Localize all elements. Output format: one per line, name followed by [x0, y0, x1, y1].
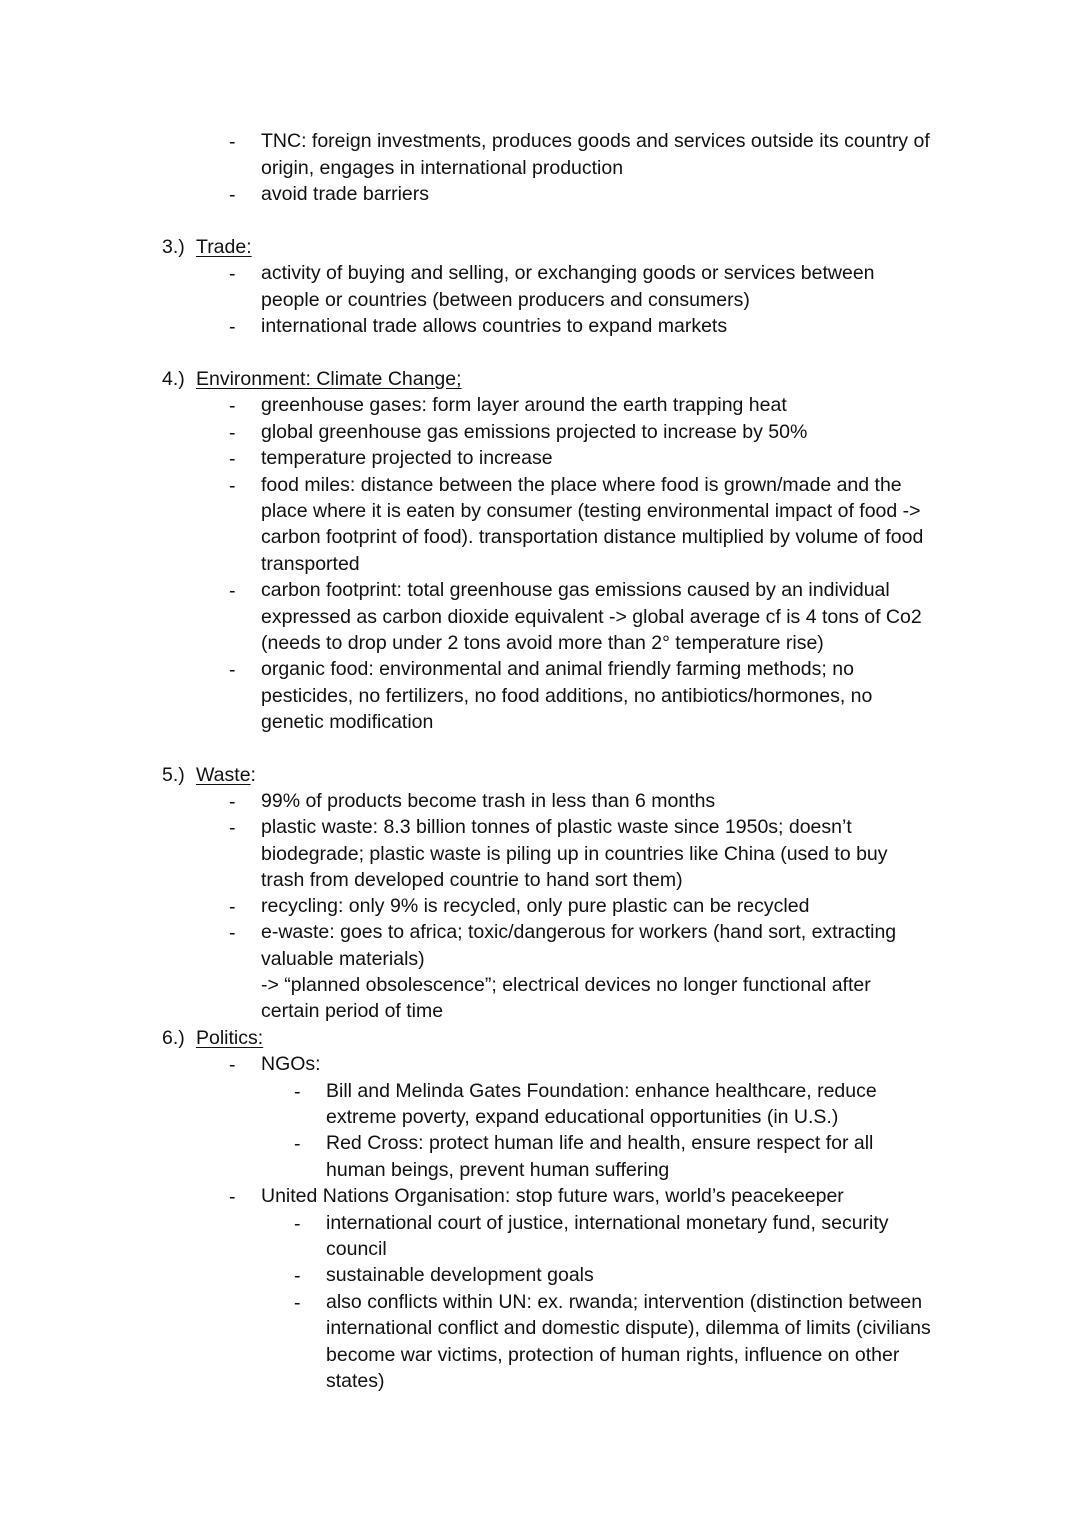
waste-bullet-2-line-3: trash from developed countrie to hand sort them) [261, 869, 683, 891]
un-sub-3-line-1: also conflicts within UN: ex. rwanda; intervention (distinction between [326, 1291, 923, 1313]
waste-bullet-4-line-1: e-waste: goes to africa; toxic/dangerous for workers (hand sort, extracting [261, 921, 897, 943]
un-sub-3-line-4: states) [326, 1370, 385, 1392]
waste-bullet-3: recycling: only 9% is recycled, only pure plastic can be recycled [261, 895, 810, 917]
env-bullet-5-line-2: expressed as carbon dioxide equivalent -> global average cf is 4 tons of Co2 [261, 606, 922, 628]
ngo-redcross-line-2: human beings, prevent human suffering [326, 1159, 670, 1181]
bullet-dash: - [229, 263, 236, 285]
env-bullet-4-line-2: place where it is eaten by consumer (testing environmental impact of food -> [261, 500, 921, 522]
un-sub-3-line-2: international conflict and domestic dispute), dilemma of limits (civilians [326, 1317, 931, 1339]
env-bullet-6-line-1: organic food: environmental and animal friendly farming methods; no [261, 658, 854, 680]
section-number-trade: 3.) [162, 236, 185, 258]
un-sub-3-line-3: become war victims, protection of human rights, influence on other [326, 1344, 900, 1366]
waste-bullet-1: 99% of products become trash in less than 6 months [261, 790, 716, 812]
env-bullet-6-line-2: pesticides, no fertilizers, no food additions, no antibiotics/hormones, no [261, 685, 873, 707]
env-bullet-4-line-3: carbon footprint of food). transportation distance multiplied by volume of food [261, 526, 924, 548]
section-heading-waste [196, 762, 256, 788]
bullet-dash: - [229, 448, 236, 470]
tnc-line-2: origin, engages in international production [261, 157, 624, 179]
sub-bullet-dash: - [294, 1081, 301, 1103]
sub-bullet-dash: - [294, 1265, 301, 1287]
section-heading-politics: Politics: [196, 1027, 264, 1049]
bullet-dash: - [229, 1186, 236, 1208]
bullet-dash: - [229, 791, 236, 813]
politics-ngos: NGOs: [261, 1053, 321, 1075]
section-number-waste: 5.) [162, 764, 185, 786]
sub-bullet-dash: - [294, 1213, 301, 1235]
tnc-line-1: TNC: foreign investments, produces goods and services outside its country of [261, 130, 930, 152]
section-heading-trade: Trade: [196, 236, 252, 258]
env-bullet-4-line-4: transported [261, 553, 360, 575]
trade-bullet-2: international trade allows countries to expand markets [261, 315, 728, 337]
bullet-dash: - [229, 395, 236, 417]
bullet-dash: - [229, 422, 236, 444]
bullet-dash: - [229, 922, 236, 944]
env-bullet-4-line-1: food miles: distance between the place where food is grown/made and the [261, 474, 902, 496]
env-bullet-6-line-3: genetic modification [261, 711, 434, 733]
un-sub-1-line-2: council [326, 1238, 387, 1260]
bullet-dash: - [229, 896, 236, 918]
ngo-gates-line-2: extreme poverty, expand educational opportunities (in U.S.) [326, 1106, 839, 1128]
bullet-dash: - [229, 131, 236, 153]
sub-bullet-dash: - [294, 1292, 301, 1314]
section-heading-waste-colon: : [250, 764, 256, 786]
trade-bullet-1-line-2: people or countries (between producers and consumers) [261, 289, 750, 311]
section-heading-waste-text: Waste [196, 764, 251, 786]
un-sub-2: sustainable development goals [326, 1264, 594, 1286]
env-bullet-1: greenhouse gases: form layer around the earth trapping heat [261, 394, 787, 416]
ngo-redcross-line-1: Red Cross: protect human life and health, ensure respect for all [326, 1132, 874, 1154]
waste-bullet-4-line-2: valuable materials) [261, 948, 425, 970]
env-bullet-5-line-1: carbon footprint: total greenhouse gas emissions caused by an individual [261, 579, 890, 601]
bullet-dash: - [229, 659, 236, 681]
section-number-politics: 6.) [162, 1027, 185, 1049]
waste-bullet-2-line-2: biodegrade; plastic waste is piling up in countries like China (used to buy [261, 843, 888, 865]
bullet-dash: - [229, 184, 236, 206]
bullet-dash: - [229, 580, 236, 602]
un-sub-1-line-1: international court of justice, international monetary fund, security [326, 1212, 889, 1234]
env-bullet-3: temperature projected to increase [261, 447, 553, 469]
bullet-dash: - [229, 475, 236, 497]
ngo-gates-line-1: Bill and Melinda Gates Foundation: enhance healthcare, reduce [326, 1080, 877, 1102]
politics-un: United Nations Organisation: stop future wars, world’s peacekeeper [261, 1185, 844, 1207]
env-bullet-5-line-3: (needs to drop under 2 tons avoid more than 2° temperature rise) [261, 632, 824, 654]
bullet-dash: - [229, 316, 236, 338]
waste-bullet-4-line-4: certain period of time [261, 1000, 444, 1022]
bullet-dash: - [229, 817, 236, 839]
bullet-dash: - [229, 1054, 236, 1076]
waste-bullet-4-line-3: -> “planned obsolescence”; electrical devices no longer functional after [261, 974, 871, 996]
waste-bullet-2-line-1: plastic waste: 8.3 billion tonnes of plastic waste since 1950s; doesn’t [261, 816, 852, 838]
tnc-avoid: avoid trade barriers [261, 183, 429, 205]
trade-bullet-1-line-1: activity of buying and selling, or exchanging goods or services between [261, 262, 875, 284]
sub-bullet-dash: - [294, 1133, 301, 1155]
env-bullet-2: global greenhouse gas emissions projected to increase by 50% [261, 421, 808, 443]
section-heading-environment: Environment: Climate Change; [196, 368, 462, 390]
section-number-environment: 4.) [162, 368, 185, 390]
